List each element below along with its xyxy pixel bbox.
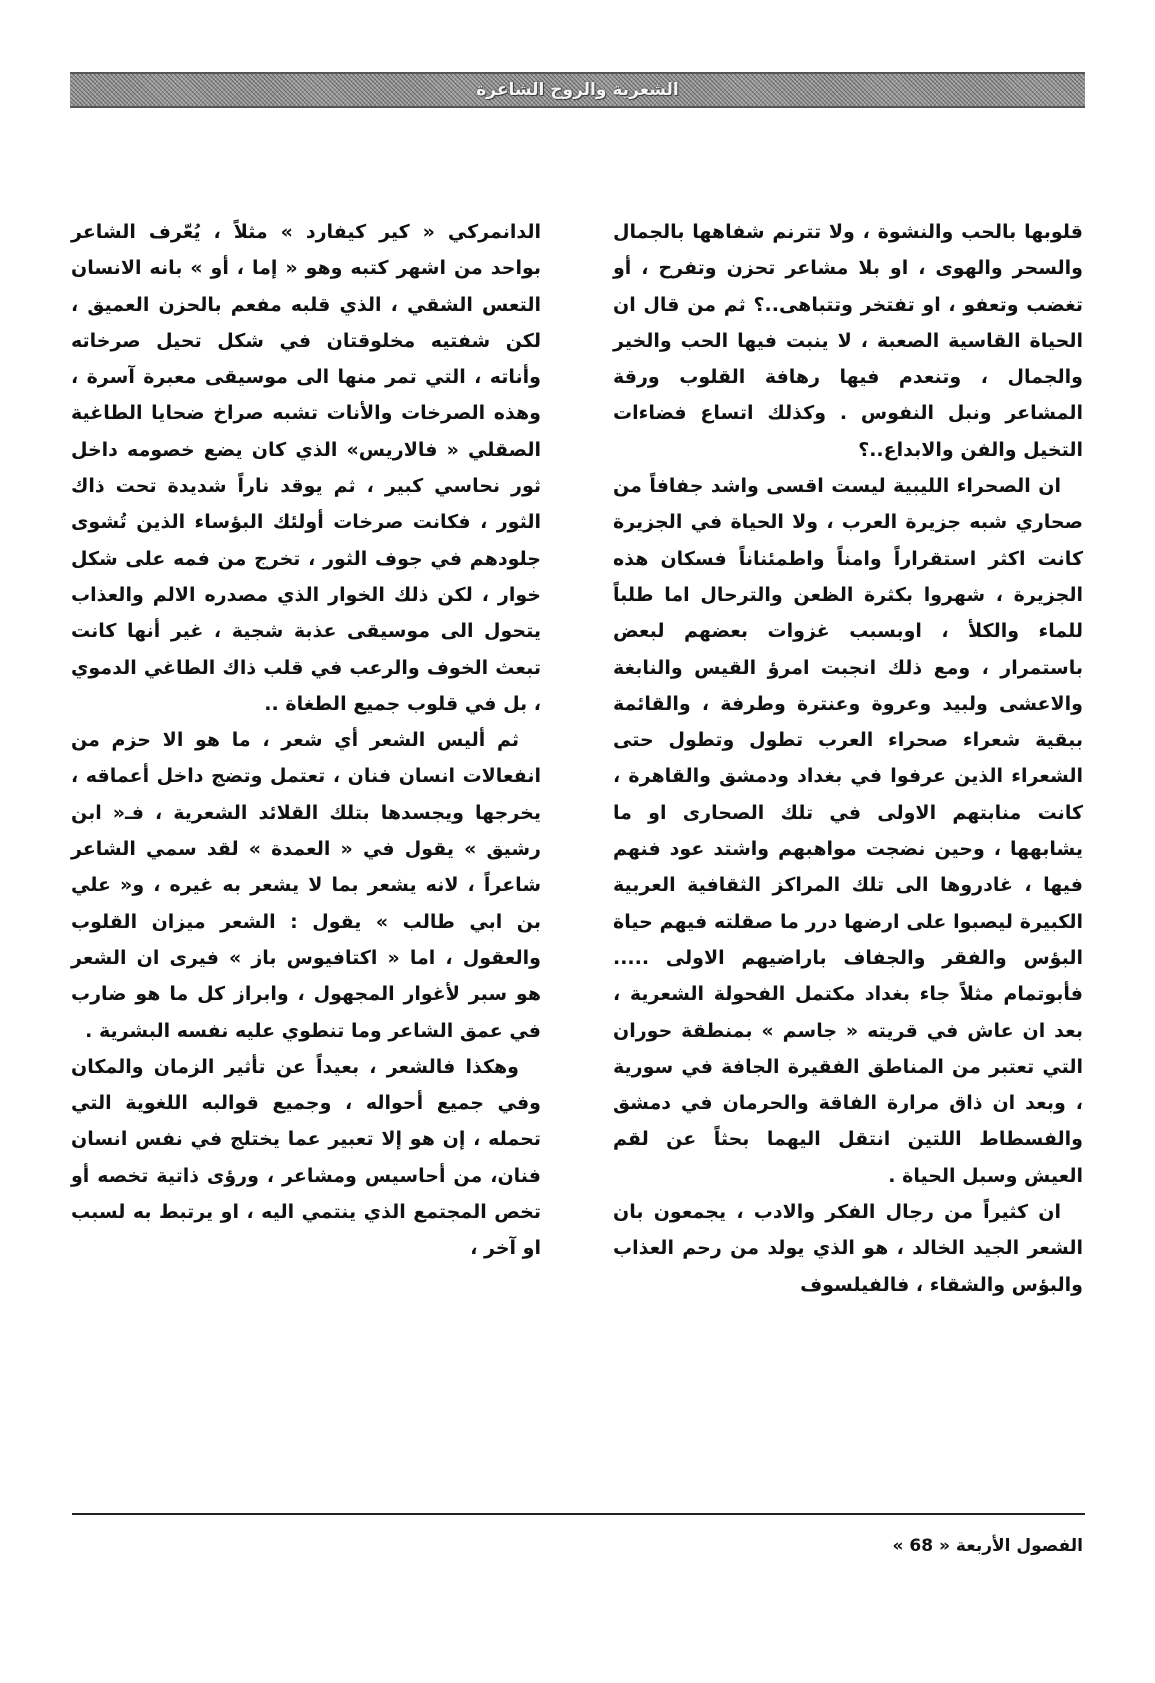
paragraph: قلوبها بالحب والنشوة ، ولا تترنم شفاهها بالجمال والسحر والهوى ، او بلا مشاعر تحزن وتفرح ، أو تغضب وتعفو ، او تفتخر وتتباهى..؟ ثم من قال ان الحياة القاسية الصعبة ، لا ينبت فيها الحب والخير والجمال ، وتنعدم فيها رهافة القلوب ورقة المشاعر ونبل النفوس . وكذلك اتساع فضاءات التخيل والفن والابداع..؟ <box>613 221 1083 461</box>
text-column-left <box>71 214 541 1267</box>
footer-divider <box>72 1513 1085 1515</box>
text-column-right <box>613 214 1083 1303</box>
running-header <box>70 72 1085 108</box>
paragraph: ان كثيراً من رجال الفكر والادب ، يجمعون بان الشعر الجيد الخالد ، هو الذي يولد من رحم العذاب والبؤس والشقاء ، فالفيلسوف <box>613 1201 1083 1296</box>
running-header-title: الشعرية والروح الشاعرة <box>476 80 679 100</box>
paragraph: الدانمركي « كير كيفارد » مثلاً ، يُعّرف الشاعر بواحد من اشهر كتبه وهو « إما ، أو » بانه الانسان التعس الشقي ، الذي قلبه مفعم بالحزن العميق ، لكن شفتيه مخلوقتان في شكل تحيل صرخاته وأناته ، التي تمر منها الى موسيقى معبرة آسرة ، وهذه الصرخات والأنات تشبه صراخ ضحايا الطاغية الصقلي « فالاريس» الذي كان يضع خصومه داخل ثور نحاسي كبير ، ثم يوقد ناراً شديدة تحت ذاك الثور ، فكانت صرخات أولئك البؤساء الذين تُشوى جلودهم في جوف الثور ، تخرج من فمه على شكل خوار ، لكن ذلك الخوار الذي مصدره الالم والعذاب يتحول الى موسيقى عذبة شجية ، غير أنها كانت تبعث الخوف والرعب في قلب ذاك الطاغي الدموي ، بل في قلوب جميع الطغاة .. <box>71 221 541 715</box>
paragraph: وهكذا فالشعر ، بعيداً عن تأثير الزمان والمكان وفي جميع أحواله ، وجميع قوالبه اللغوية التي تحمله ، إن هو إلا تعبير عما يختلج في نفس انسان فنان، من أحاسيس ومشاعر ، ورؤى ذاتية تخصه أو تخص المجتمع الذي ينتمي اليه ، او يرتبط به لسبب او آخر ، <box>71 1055 541 1260</box>
page-footer: الفصول الأربعة « 68 » <box>892 1536 1083 1556</box>
paragraph: ثم أليس الشعر أي شعر ، ما هو الا حزم من انفعالات انسان فنان ، تعتمل وتضج داخل أعماقه ، يخرجها ويجسدها بتلك القلائد الشعرية ، فـ« ابن رشيق » يقول في « العمدة » لقد سمي الشاعر شاعراً ، لانه يشعر بما لا يشعر به غيره ، و« علي بن ابي طالب » يقول : الشعر ميزان القلوب والعقول ، اما « اكتافيوس باز » فيرى ان الشعر هو سبر لأغوار المجهول ، وابراز كل ما هو ضارب في عمق الشاعر وما تنطوي عليه نفسه البشرية . <box>71 729 541 1042</box>
paragraph: ان الصحراء الليبية ليست اقسى واشد جفافاً من صحاري شبه جزيرة العرب ، ولا الحياة في الجزيرة كانت اكثر استقراراً وامناً واطمئناناً فسكان هذه الجزيرة ، شهروا بكثرة الظعن والترحال اما طلباً للماء والكلأ ، اوبسبب غزوات بعضهم لبعض باستمرار ، ومع ذلك انجبت امرؤ القيس والنابغة والاعشى ولبيد وعروة وعنترة وطرفة ، والقائمة ببقية شعراء صحراء العرب تطول وتطول حتى الشعراء الذين عرفوا في بغداد ودمشق والقاهرة ، كانت منابتهم الاولى في تلك الصحارى او ما يشابهها ، وحين نضجت مواهبهم واشتد عود فنهم فيها ، غادروها الى تلك المراكز الثقافية العربية الكبيرة ليصبوا على ارضها درر ما صقلته فيهم حياة البؤس والفقر والجفاف باراضيهم الاولى ..... فأبوتمام مثلاً جاء بغداد مكتمل الفحولة الشعرية ، بعد ان عاش في قريته « جاسم » بمنطقة حوران التي تعتبر من المناطق الفقيرة الجافة في سورية ، وبعد ان ذاق مرارة الفاقة والحرمان في دمشق والفسطاط اللتين انتقل اليهما بحثاً عن لقم العيش وسبل الحياة . <box>613 475 1083 1187</box>
